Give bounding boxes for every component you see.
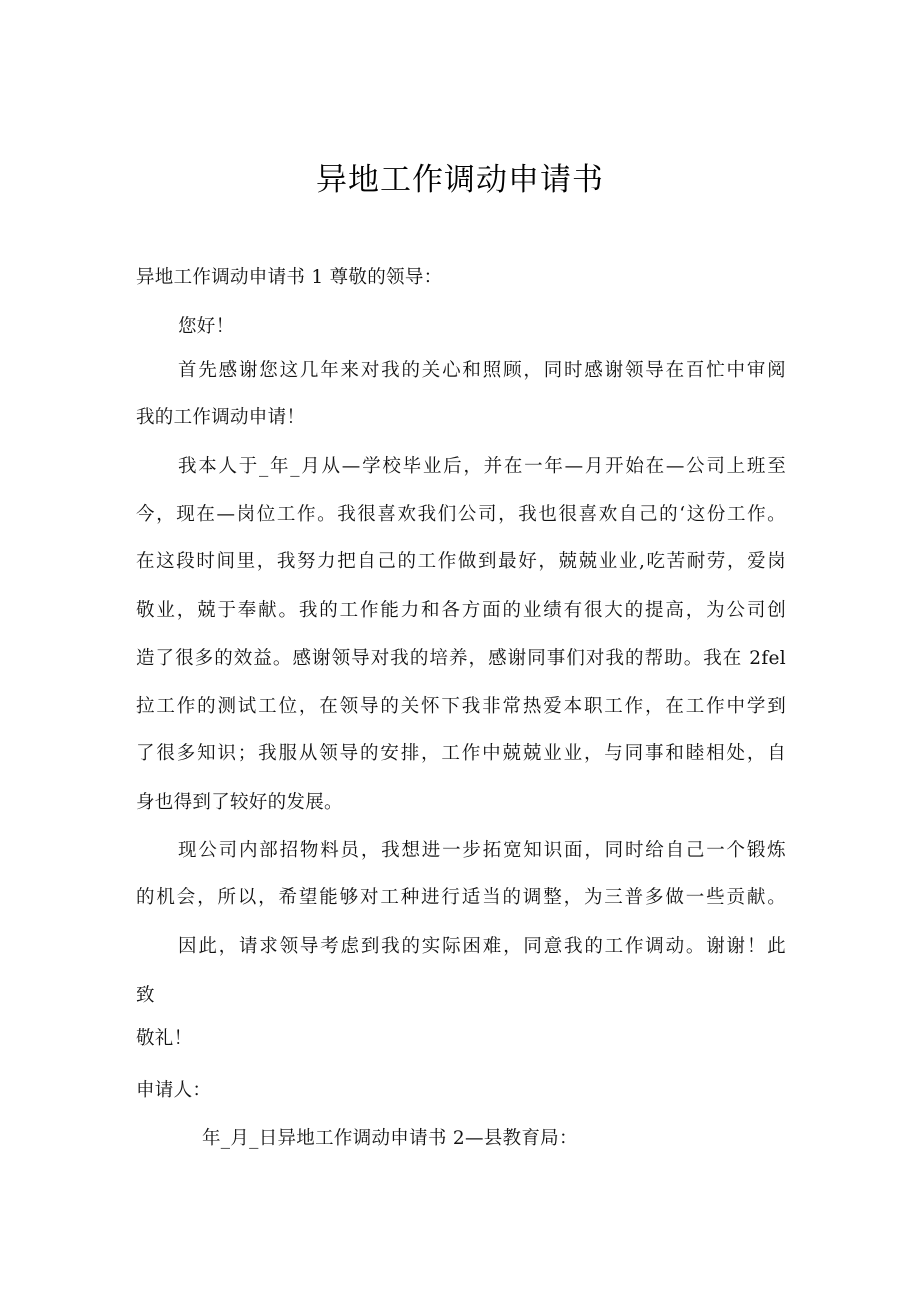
paragraph-line: 首先感谢您这几年来对我的关心和照顾，同时感谢领导在百忙中审阅 (178, 360, 786, 381)
paragraph-line: 拉工作的测试工位，在领导的关怀下我非常热爱本职工作，在工作中学到 (136, 696, 786, 717)
greeting-line: 您好！ (178, 316, 235, 337)
paragraph-line: 造了很多的效益。感谢领导对我的培养，感谢同事们对我的帮助。我在 2fel (136, 648, 786, 669)
paragraph-line: 今，现在—岗位工作。我很喜欢我们公司，我也很喜欢自己的‘这份工作。 (136, 504, 786, 525)
paragraph-line: 身也得到了较好的发展。 (136, 792, 343, 813)
paragraph-line: 了很多知识；我服从领导的安排，工作中兢兢业业，与同事和睦相处，自 (136, 743, 786, 764)
paragraph-line: 因此，请求领导考虑到我的实际困难，同意我的工作调动。谢谢！此 (178, 936, 786, 957)
paragraph-line: 在这段时间里，我努力把自己的工作做到最好，兢兢业业,吃苦耐劳，爱岗 (136, 551, 786, 572)
paragraph-line: 的机会，所以，希望能够对工种进行适当的调整，为三普多做一些贡献。 (136, 887, 786, 908)
closing-salute: 敬礼！ (136, 1028, 193, 1049)
closing-line: 致 (136, 985, 155, 1006)
document-title: 异地工作调动申请书 (316, 162, 604, 198)
applicant-label: 申请人： (136, 1080, 212, 1101)
paragraph-line: 我的工作调动申请！ (136, 407, 306, 428)
date-and-heading-line: 年_月_日异地工作调动申请书 2—县教育局： (202, 1128, 578, 1149)
paragraph-line: 我本人于_年_月从—学校毕业后，并在一年—月开始在—公司上班至 (178, 456, 786, 477)
opening-line: 异地工作调动申请书 1 尊敬的领导： (136, 267, 443, 288)
paragraph-line: 敬业，兢于奉献。我的工作能力和各方面的业绩有很大的提高，为公司创 (136, 600, 786, 621)
paragraph-line: 现公司内部招物料员，我想进一步拓宽知识面，同时给自己一个锻炼 (178, 840, 786, 861)
